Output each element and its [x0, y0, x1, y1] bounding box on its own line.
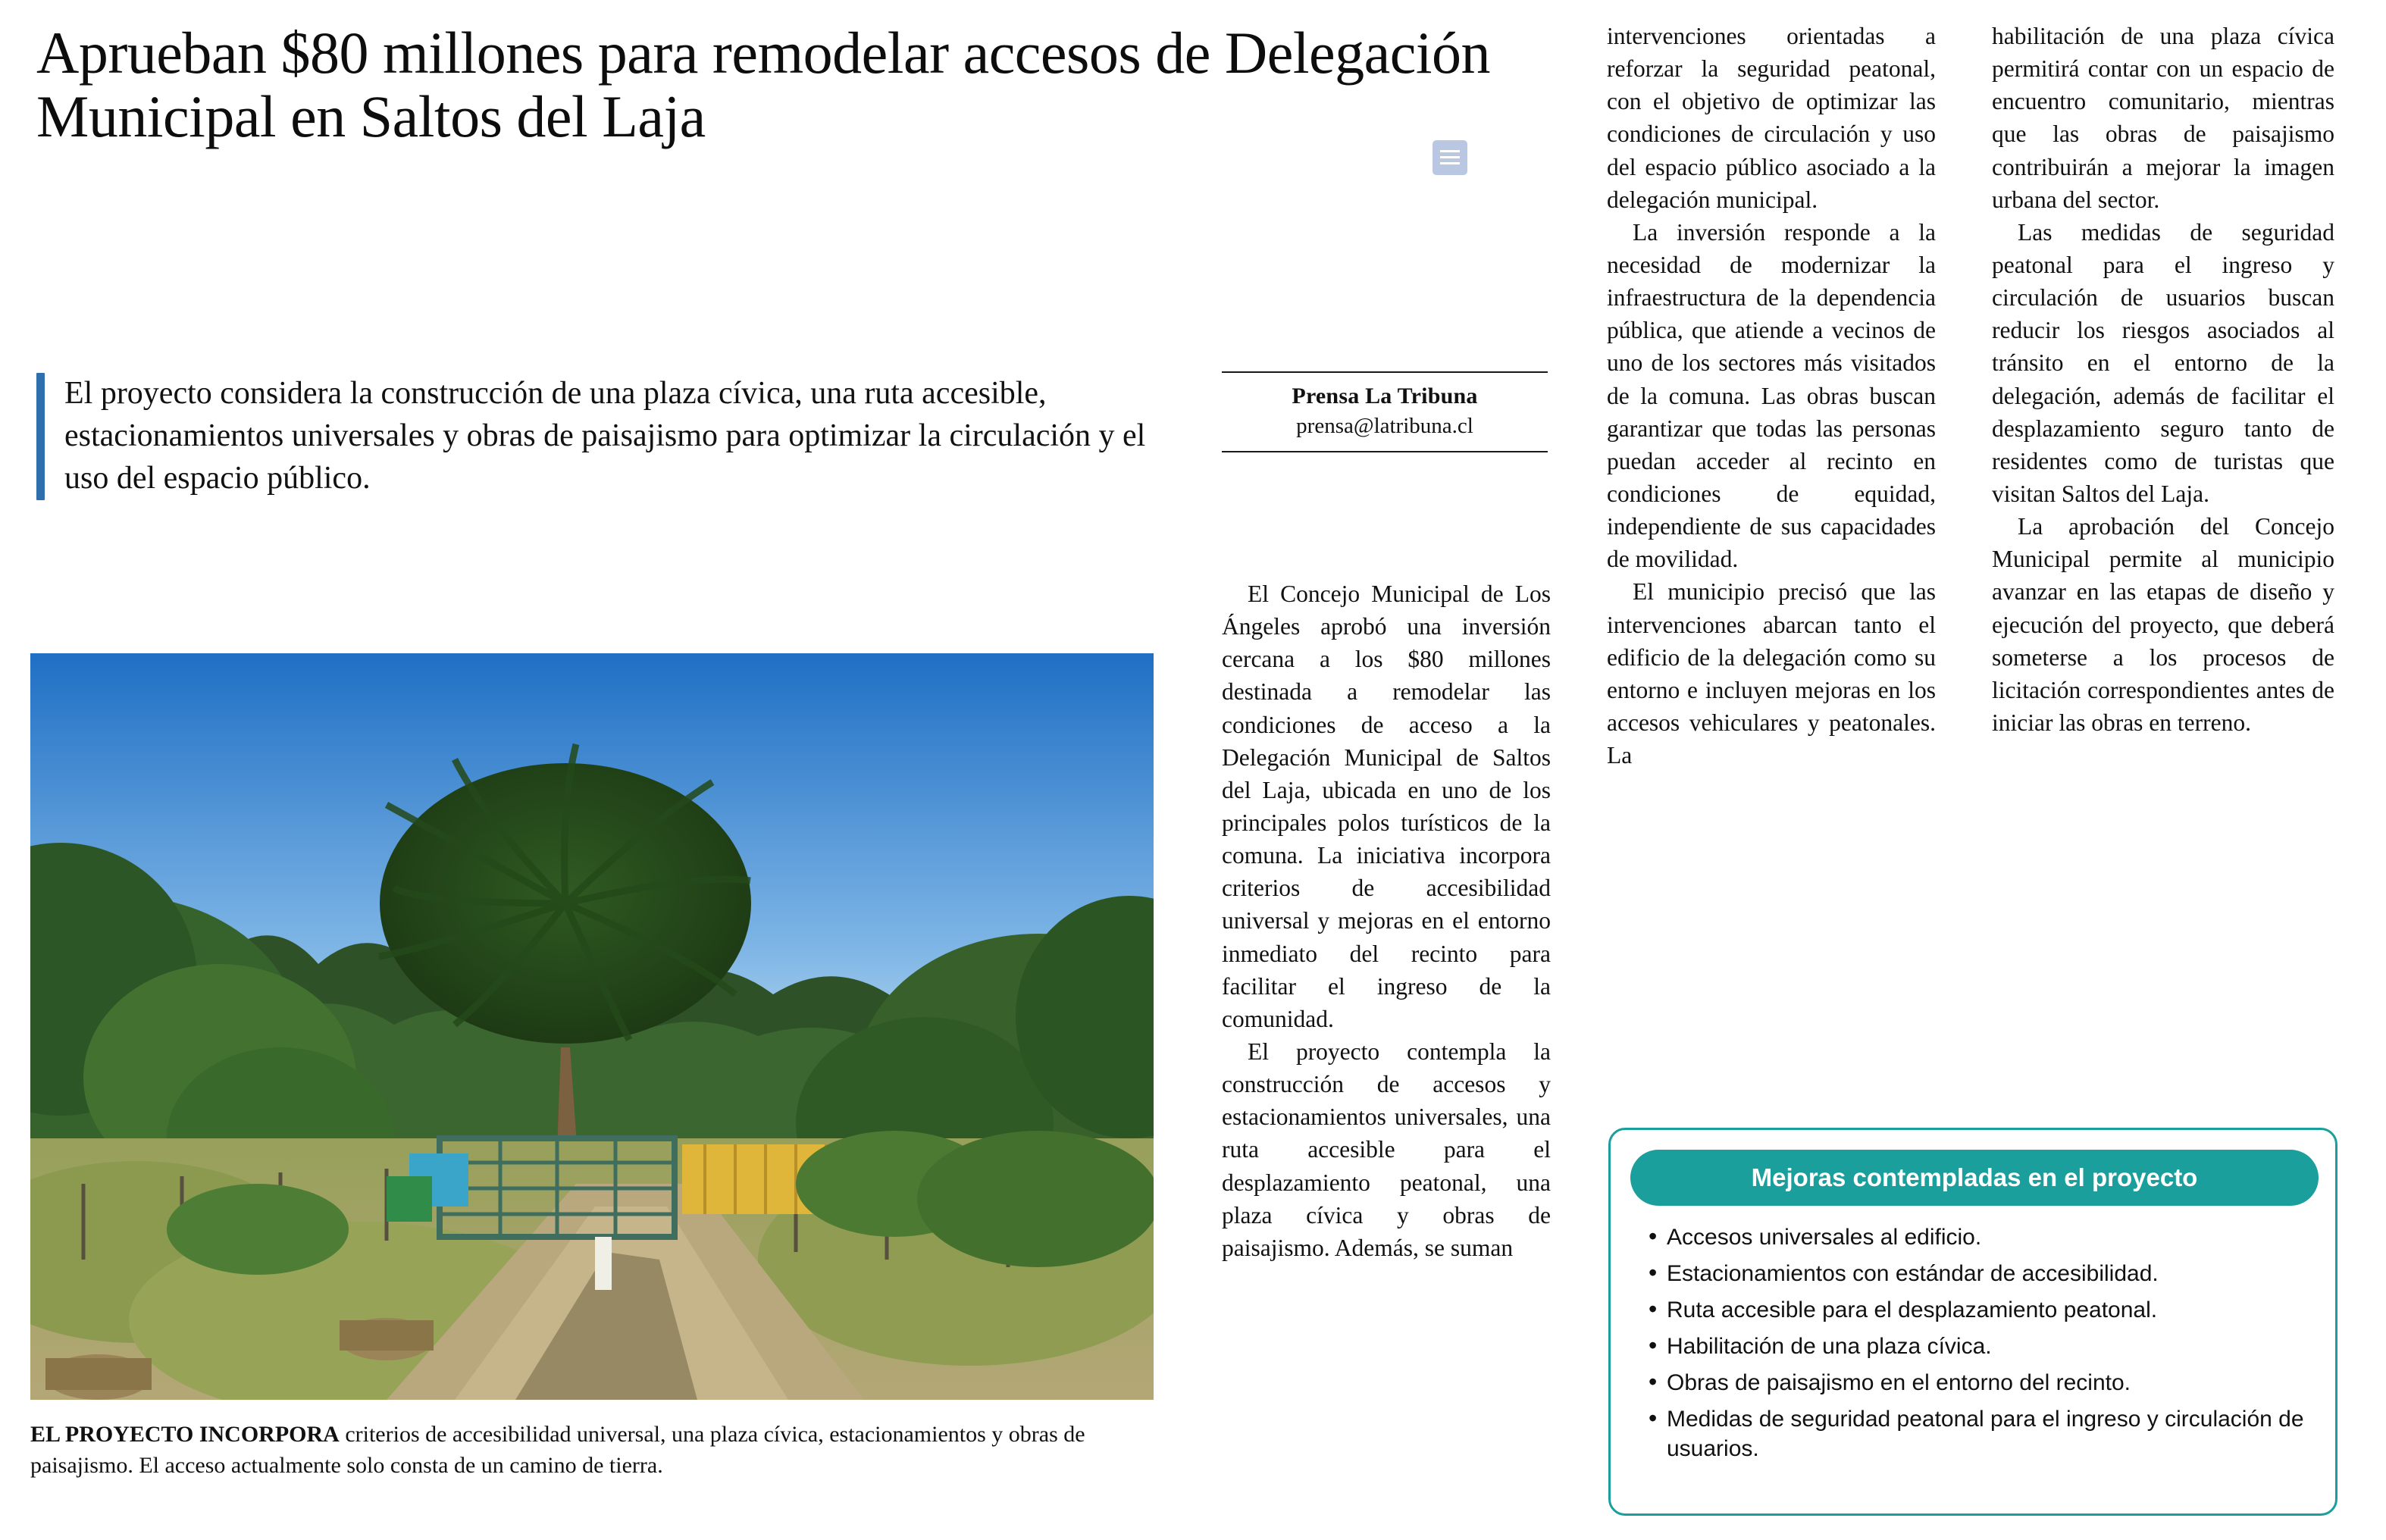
byline	[1222, 371, 1548, 452]
improvements-title: Mejoras contempladas en el proyecto	[1630, 1150, 2319, 1206]
body-column-4	[1992, 20, 2334, 739]
list-item: • Estacionamientos con estándar de accesibilidad.	[1644, 1259, 2319, 1288]
headline-container	[36, 21, 1575, 149]
list-item: • Habilitación de una plaza cívica.	[1644, 1332, 2319, 1361]
photo-caption	[30, 1419, 1137, 1482]
body-column-2	[1222, 578, 1551, 1264]
paragraph: habilitación de una plaza cívica permitirá contar con un espacio de encuentro comunitario, mientras que las obras de paisajismo contribuirán a mejorar la imagen urbana del sector.	[1992, 23, 2334, 213]
caption-rest: criterios de accesibilidad universal, una plaza cívica, estacionamientos y obras de paisajismo. El acceso actualmente solo consta de un camino de tierra.	[30, 1422, 1085, 1479]
list-item: • Accesos universales al edificio.	[1644, 1222, 2319, 1252]
paragraph: Las medidas de seguridad peatonal para el ingreso y circulación de usuarios buscan reducir los riesgos asociados al tránsito en el entorno de la delegación, además de facilitar el desplazamiento seguro tanto de residentes como de turistas que visitan Saltos del Laja.	[1992, 218, 2334, 507]
list-item: • Ruta accesible para el desplazamiento peatonal.	[1644, 1295, 2319, 1325]
paragraph: La aprobación del Concejo Municipal permite al municipio avanzar en las etapas de diseño y ejecución del proyecto, que deberá someterse a los procesos de licitación correspondientes antes de iniciar las obras en terreno.	[1992, 513, 2334, 736]
paragraph: La inversión responde a la necesidad de modernizar la infraestructura de la dependencia pública, que atiende a vecinos de uno de los sectores más visitados de la comuna. Las obras buscan garantizar que todas las personas puedan acceder al recinto en condiciones de equidad, independiente de sus capacidades de movilidad.	[1607, 218, 1936, 573]
body-column-3	[1607, 20, 1936, 772]
article-photo	[30, 653, 1154, 1400]
caption-lead: EL PROYECTO INCORPORA	[30, 1422, 340, 1447]
improvements-list	[1644, 1222, 2319, 1470]
byline-email: prensa@latribuna.cl	[1296, 414, 1473, 438]
paragraph: El Concejo Municipal de Los Ángeles aprobó una inversión cercana a los $80 millones destinada a remodelar las condiciones de acceso a la Delegación Municipal de Saltos del Laja, ubicada en uno de los principales polos turísticos de la comuna. La iniciativa incorpora criterios de accesibilidad universal y mejoras en el entorno inmediato del recinto para facilitar el ingreso de la comunidad.	[1222, 581, 1551, 1032]
byline-name: Prensa La Tribuna	[1292, 383, 1478, 408]
improvements-box	[1608, 1128, 2337, 1516]
paragraph: intervenciones orientadas a reforzar la seguridad peatonal, con el objetivo de optimizar las condiciones de circulación y uso del espacio público asociado a la delegación municipal.	[1607, 23, 1936, 213]
paragraph: El municipio precisó que las intervenciones abarcan tanto el edificio de la delegación como su entorno e incluyen mejoras en los accesos vehiculares y peatonales. La	[1607, 578, 1936, 769]
list-item: • Medidas de seguridad peatonal para el ingreso y circulación de usuarios.	[1644, 1404, 2319, 1463]
photo-illustration	[30, 653, 1154, 1400]
paragraph: El proyecto contempla la construcción de accesos y estacionamientos universales, una ruta accesible para el desplazamiento peatonal, una plaza cívica y obras de paisajismo. Además, se suman	[1222, 1038, 1551, 1261]
page-title: Aprueban $80 millones para remodelar accesos de Delegación Municipal en Saltos del Laja	[36, 20, 1491, 150]
note-icon	[1433, 140, 1467, 175]
lead-accent-rule	[36, 373, 45, 500]
byline-rule-bottom	[1222, 451, 1548, 452]
list-item: • Obras de paisajismo en el entorno del recinto.	[1644, 1368, 2319, 1398]
lead-paragraph: El proyecto considera la construcción de una plaza cívica, una ruta accesible, estacionamientos universales y obras de paisajismo para optimizar la circulación y el uso del espacio público.	[64, 376, 1146, 496]
lead-block	[36, 373, 1181, 500]
